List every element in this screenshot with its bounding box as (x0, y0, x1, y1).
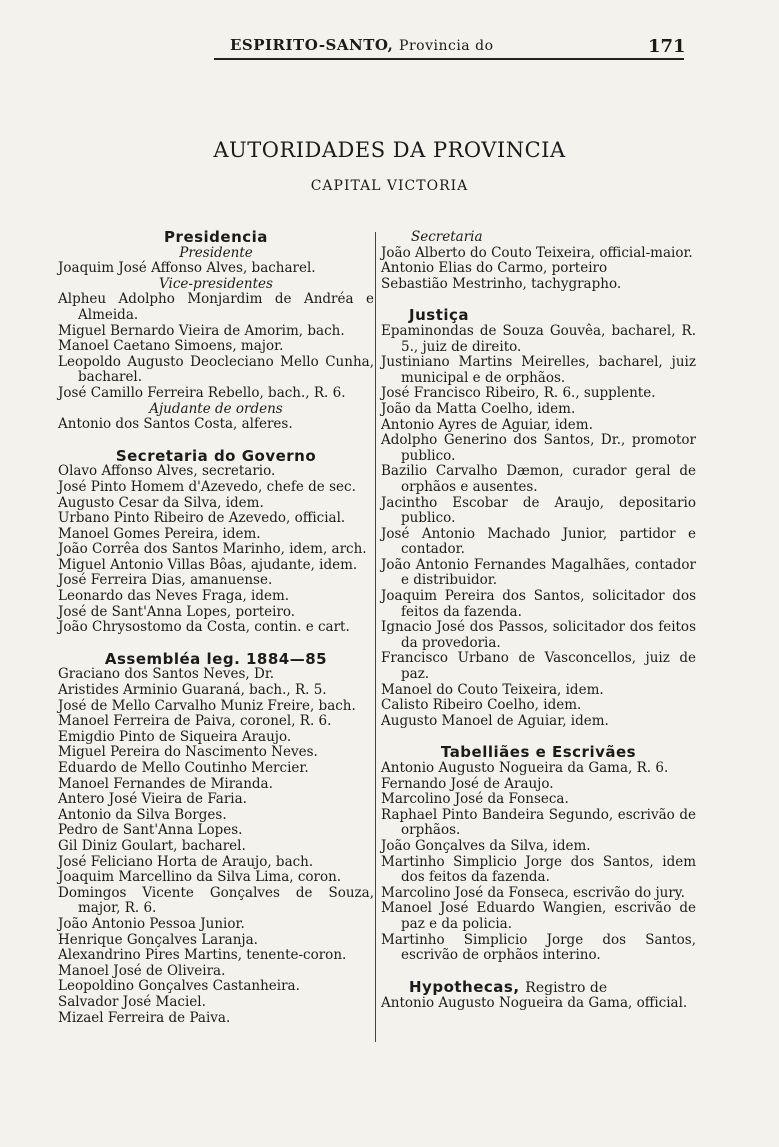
list-entry: Salvador José Maciel. (58, 993, 206, 1010)
list-entry: Manoel do Couto Teixeira, idem. (381, 681, 604, 698)
list-entry: Alexandrino Pires Martins, tenente-coron. (58, 947, 347, 964)
list-entry: José Francisco Ribeiro, R. 6., supplente. (381, 385, 656, 402)
subheading-secretaria: Secretaria (411, 229, 483, 245)
list-entry: Martinho Simplicio Jorge dos Santos, escrivão de orphãos interino. (381, 931, 696, 964)
subheading-vice-presidentes: Vice-presidentes (159, 275, 273, 292)
list-entry: Joaquim José Affonso Alves, bacharel. (58, 260, 316, 277)
list-entry: Augusto Cesar da Silva, idem. (58, 494, 264, 511)
right-column (381, 230, 696, 1012)
list-entry: José de Mello Carvalho Muniz Freire, bach. (58, 697, 356, 714)
running-head-title: ESPIRITO-SANTO, Provincia do (230, 36, 494, 54)
list-entry: José de Sant'Anna Lopes, porteiro. (58, 603, 296, 620)
list-entry: Justiniano Martins Meirelles, bacharel, juiz municipal e de orphãos. (381, 354, 696, 386)
section-heading-presidencia: Presidencia (164, 228, 268, 246)
header-rule (214, 58, 684, 60)
list-entry: Pedro de Sant'Anna Lopes. (58, 822, 243, 839)
list-entry: Olavo Affonso Alves, secretario. (58, 463, 276, 480)
secretaria-governo-list (58, 464, 374, 636)
list-entry: Martinho Simplicio Jorge dos Santos, idem dos feitos da fazenda. (381, 853, 696, 886)
list-entry: Ignacio José dos Passos, solicitador dos feitos da provedoria. (381, 619, 696, 651)
list-entry: Mizael Ferreira de Paiva. (58, 1009, 231, 1026)
list-entry: Domingos Vicente Gonçalves de Souza, major, R. 6. (58, 884, 374, 917)
list-entry: Henrique Gonçalves Laranja. (58, 931, 258, 948)
page-title: AUTORIDADES DA PROVINCIA (213, 138, 566, 162)
section-heading-tabelliaes: Tabelliães e Escrivães (440, 743, 637, 762)
list-entry: Bazilio Carvalho Dæmon, curador geral de orphãos e ausentes. (381, 463, 696, 495)
subheading-ajudante: Ajudante de ordens (149, 400, 283, 417)
column-divider (375, 232, 376, 1042)
running-head-province: Provincia do (399, 38, 494, 54)
list-entry: Emigdio Pinto de Siqueira Araujo. (58, 728, 292, 745)
list-entry: Antonio dos Santos Costa, alferes. (58, 416, 293, 433)
list-entry: Graciano dos Santos Neves, Dr. (58, 666, 275, 683)
ajudante-list (58, 417, 374, 433)
secretaria-list (381, 246, 696, 293)
section-heading-secretaria-governo: Secretaria do Governo (115, 446, 317, 465)
list-entry: Antonio da Silva Borges. (58, 806, 227, 823)
list-entry: Calisto Ribeiro Coelho, idem. (381, 697, 582, 714)
list-entry: José Ferreira Dias, amanuense. (58, 572, 273, 589)
justica-list (381, 324, 696, 729)
list-entry: Raphael Pinto Bandeira Segundo, escrivão de orphãos. (381, 806, 696, 839)
page-number: 171 (648, 36, 686, 57)
list-entry: João Alberto do Couto Teixeira, official-maior. (381, 244, 693, 261)
list-entry: Joaquim Pereira dos Santos, solicitador dos feitos da fazenda. (381, 588, 696, 620)
list-entry: Manoel José Eduardo Wangien, escrivão de paz e da policia. (381, 900, 696, 932)
list-entry: João Antonio Pessoa Junior. (58, 915, 245, 932)
vice-presidentes-list (58, 292, 374, 401)
list-entry: Miguel Antonio Villas Bôas, ajudante, idem. (58, 556, 358, 573)
tabelliaes-list (381, 761, 696, 964)
list-entry: Joaquim Marcellino da Silva Lima, coron. (58, 869, 342, 886)
list-entry: Antonio Augusto Nogueira da Gama, R. 6. (381, 760, 669, 776)
list-entry: Leopoldino Gonçalves Castanheira. (58, 978, 300, 995)
list-entry: José Pinto Homem d'Azevedo, chefe de sec. (58, 478, 356, 495)
list-entry: Manoel José de Oliveira. (58, 962, 226, 979)
section-heading-hypothecas: Hypothecas, Registro de (409, 977, 608, 996)
list-entry: João Gonçalves da Silva, idem. (381, 837, 591, 854)
list-entry: Alpheu Adolpho Monjardim de Andréa e Almeida. (58, 291, 374, 323)
list-entry: João Corrêa dos Santos Marinho, idem, arch. (58, 541, 367, 558)
list-entry: Miguel Pereira do Nascimento Neves. (58, 744, 318, 761)
list-entry: Manoel Gomes Pereira, idem. (58, 525, 261, 542)
list-entry: João da Matta Coelho, idem. (381, 400, 576, 417)
section-heading-justica: Justiça (409, 306, 470, 325)
list-entry: Manoel Caetano Simoens, major. (58, 338, 284, 355)
list-entry: Adolpho Generino dos Santos, Dr., promotor publico. (381, 432, 696, 464)
presidente-list (58, 261, 374, 277)
list-entry: Marcolino José da Fonseca. (381, 791, 569, 808)
list-entry: Epaminondas de Souza Gouvêa, bacharel, R. 5., juiz de direito. (381, 322, 696, 355)
list-entry: Jacintho Escobar de Araujo, depositario publico. (381, 494, 696, 527)
running-head (0, 36, 779, 58)
list-entry: Antonio Augusto Nogueira da Gama, official. (381, 995, 688, 1012)
list-entry: Manoel Ferreira de Paiva, coronel, R. 6. (58, 713, 332, 730)
list-entry: Francisco Urbano de Vasconcellos, juiz de paz. (381, 650, 696, 683)
section-heading-assemblea: Assembléa leg. 1884—85 (104, 649, 328, 668)
list-entry: Antonio Elias do Carmo, porteiro (381, 260, 608, 277)
list-entry: Leopoldo Augusto Deocleciano Mello Cunha, bacharel. (58, 353, 374, 386)
list-entry: Eduardo de Mello Coutinho Mercier. (58, 760, 309, 776)
list-entry: Manoel Fernandes de Miranda. (58, 775, 273, 792)
list-entry: Aristides Arminio Guaraná, bach., R. 5. (58, 682, 327, 699)
list-entry: João Antonio Fernandes Magalhães, contador e distribuidor. (381, 556, 696, 589)
list-entry: José Camillo Ferreira Rebello, bach., R. 6. (58, 384, 346, 401)
list-entry: Augusto Manoel de Aguiar, idem. (381, 712, 609, 729)
left-column (58, 230, 374, 1026)
subheading-presidente: Presidente (179, 244, 253, 261)
list-entry: José Feliciano Horta de Araujo, bach. (58, 853, 314, 870)
list-entry: Miguel Bernardo Vieira de Amorim, bach. (58, 322, 345, 339)
hypothecas-list (381, 996, 696, 1012)
list-entry: Antero José Vieira de Faria. (58, 791, 247, 808)
list-entry: Sebastião Mestrinho, tachygrapho. (381, 275, 622, 292)
list-entry: Fernando José de Araujo. (381, 775, 554, 792)
list-entry: Leonardo das Neves Fraga, idem. (58, 588, 290, 605)
list-entry: José Antonio Machado Junior, partidor e contador. (381, 525, 696, 558)
assemblea-list (58, 667, 374, 1026)
list-entry: Antonio Ayres de Aguiar, idem. (381, 416, 593, 433)
list-entry: Gil Diniz Goulart, bacharel. (58, 837, 246, 854)
list-entry: Urbano Pinto Ribeiro de Azevedo, official. (58, 510, 346, 527)
list-entry: João Chrysostomo da Costa, contin. e cart. (58, 619, 350, 636)
page-subtitle: CAPITAL VICTORIA (310, 178, 469, 194)
list-entry: Marcolino José da Fonseca, escrivão do jury. (381, 884, 685, 901)
